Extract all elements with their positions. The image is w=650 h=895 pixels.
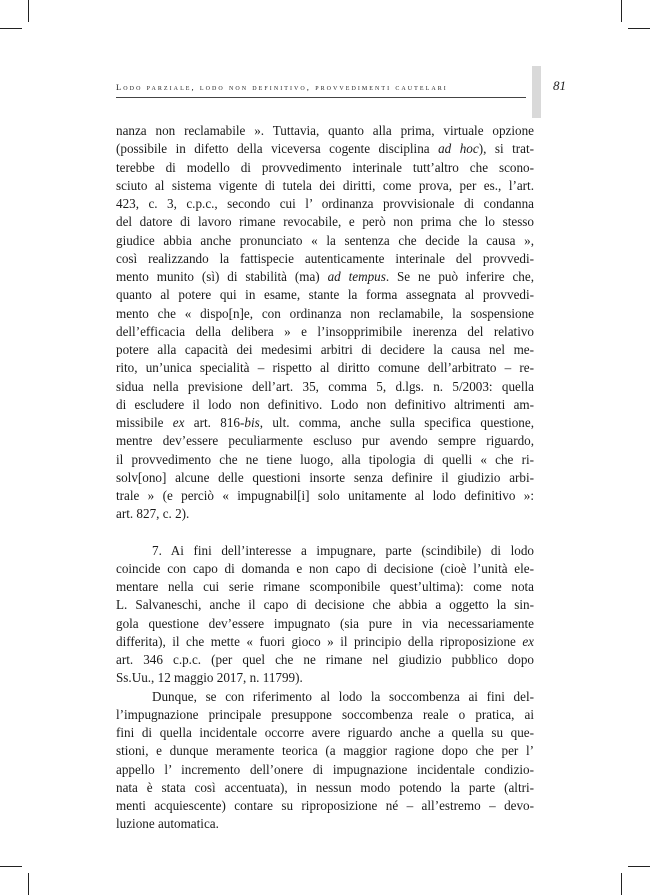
text-line: fini di quella incidentale occorre avere riguardo anche a quella su que- xyxy=(116,725,534,740)
text-line: 7. Ai fini dell’interesse a impugnare, parte (scindibile) di lodo xyxy=(152,542,534,558)
text-line: mento che « dispo[n]e, con ordinanza non reclamabile, la sospensione xyxy=(116,305,534,321)
text-line: del datore di lavoro rimane revocabile, e però non prima che lo stesso xyxy=(116,214,534,230)
text-line: art. 827, c. 2). xyxy=(116,506,190,522)
text-line: differita), il che mette « fuori gioco » il principio della riproposizione ex xyxy=(116,633,534,649)
text-line: sciuto al sistema vigente di tutela dei diritti, come prova, per es., l’art. xyxy=(116,177,534,193)
running-head: Lodo parziale, lodo non definitivo, provvedimenti cautelari xyxy=(116,82,448,92)
text-line: l’impugnazione principale presuppone soccombenza reale o pratica, ai xyxy=(116,706,534,722)
text-line: così realizzando la fattispecie autenticamente interinale del provvedi- xyxy=(116,250,534,266)
text-line: appello l’ incremento dell’onere di impugnazione incidentale condizio- xyxy=(116,761,534,777)
text-line: nata è stata così accentuata), in nessun modo potendo la parte (altri- xyxy=(116,779,534,795)
text-line: di escludere il lodo non definitivo. Lodo non definitivo altrimenti am- xyxy=(116,396,534,412)
crop-mark xyxy=(28,873,29,895)
text-line: 423, c. 3, c.p.c., secondo cui l’ ordinanza provvisionale di condanna xyxy=(116,196,534,211)
crop-mark xyxy=(0,28,22,29)
text-line: quanto al potere qui in esame, stante la forma assegnata al provvedi- xyxy=(116,287,534,303)
crop-mark xyxy=(621,873,622,895)
text-line: menti acquiescente) contare su riproposizione né – all’estremo – devo- xyxy=(116,798,534,813)
text-line: sidua nella previsione dell’art. 35, comma 5, d.lgs. n. 5/2003: quella xyxy=(116,378,534,394)
text-line: Ss.Uu., 12 maggio 2017, n. 11799). xyxy=(116,670,303,686)
text-line: solv[ono] alcune delle questioni insorte senza definire il giudizio arbi- xyxy=(116,469,534,485)
text-line: mentare nella cui serie rimane scomponibile quest’ultima): come nota xyxy=(116,579,534,594)
text-line: Dunque, se con riferimento al lodo la soccombenza ai fini del- xyxy=(152,688,534,704)
body-text xyxy=(116,122,534,834)
text-line: luzione automatica. xyxy=(116,816,219,832)
text-line: gola questione dev’essere impugnato (sia pure in via necessariamente xyxy=(116,615,534,631)
crop-mark xyxy=(628,28,650,29)
text-line: missibile ex art. 816-bis, ult. comma, anche sulla specifica questione, xyxy=(116,415,534,430)
crop-mark xyxy=(621,0,622,22)
text-line: (possibile in difetto della viceversa cogente disciplina ad hoc), si trat- xyxy=(116,141,534,157)
text-line: art. 346 c.p.c. (per quel che ne rimane nel giudizio pubblico dopo xyxy=(116,652,534,667)
text-line: dell’efficacia della delibera » e l’insopprimibile inerenza del relativo xyxy=(116,323,534,339)
header-rule xyxy=(116,97,526,98)
page-number: 81 xyxy=(553,78,566,93)
text-line: nanza non reclamabile ». Tuttavia, quanto alla prima, virtuale opzione xyxy=(116,123,534,138)
text-line: coincide con capo di domanda e non capo di decisione (cioè l’unità ele- xyxy=(116,560,534,576)
crop-mark xyxy=(28,0,29,22)
text-line: trale » (e perciò « impugnabil[i] solo unitamente al lodo definitivo »: xyxy=(116,488,534,503)
text-line: giudice abbia anche pronunciato « la sentenza che decide la causa », xyxy=(116,232,534,248)
text-line: mentre dev’essere peculiarmente escluso pur avendo sempre riguardo, xyxy=(116,433,534,449)
text-line: mento munito (sì) di stabilità (ma) ad tempus. Se ne può inferire che, xyxy=(116,269,534,284)
page-header xyxy=(116,78,566,96)
text-line: il provvedimento che ne tiene luogo, alla tipologia di quelli « che ri- xyxy=(116,451,534,467)
text-line: rito, un’unica specialità – rispetto al diritto comune dell’arbitrato – re- xyxy=(116,360,534,376)
text-line: terebbe di modello di provvedimento interinale tutt’altro che scono- xyxy=(116,159,534,175)
text-line: L. Salvaneschi, anche il capo di decisione che abbia a oggetto la sin- xyxy=(116,597,534,613)
text-line: stioni, e dunque meramente teorica (a maggior ragione dopo che per l’ xyxy=(116,743,534,759)
crop-mark xyxy=(0,866,22,867)
text-line: potere alla capacità dei medesimi arbitri di decidere la causa nel me- xyxy=(116,342,534,357)
crop-mark xyxy=(628,866,650,867)
